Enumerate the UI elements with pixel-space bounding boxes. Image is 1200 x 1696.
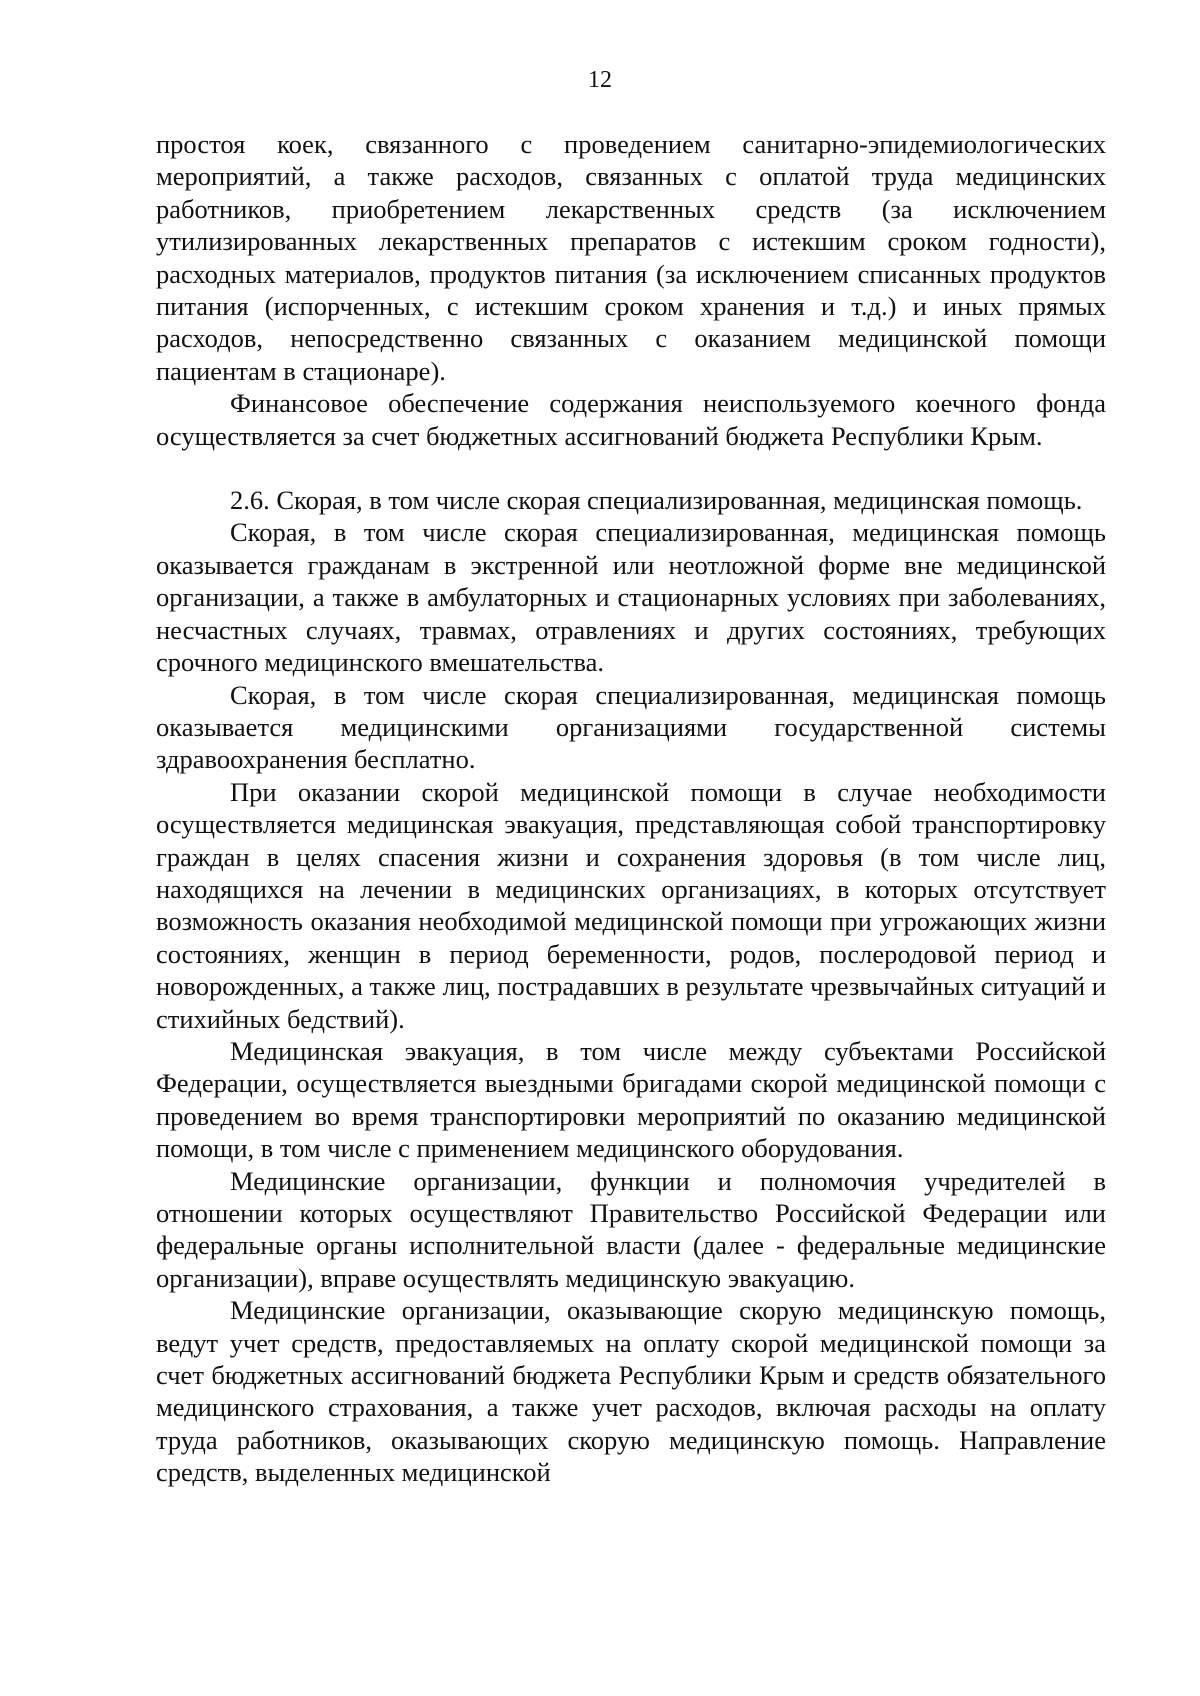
paragraph-medical-evacuation: При оказании скорой медицинской помощи в случае необходимости осуществляется медицинская эвакуация, представляющая собой транспортировку граждан в целях спасения жизни и сохранения здоровья (в том числе лиц, находящихся на лечении в медицинских организациях, в которых отсутствует возможность оказания необходимой медицинской помощи при угрожающих жизни состояниях, женщин в период беременности, родов, послеродовой период и новорожденных, а также лиц, пострадавших в результате чрезвычайных ситуаций и стихийных бедствий). [156,776,1106,1034]
paragraph-bed-downtime-costs: простоя коек, связанного с проведением санитарно-эпидемиологических мероприятий, а также расходов, связанных с оплатой труда медицинских работников, приобретением лекарственных средств (за исключением утилизированных лекарственных препаратов с истекшим сроком годности), расходных материалов, продуктов питания (за исключением списанных продуктов питания (испорченных, с истекшим сроком хранения и т.д.) и иных прямых расходов, непосредственно связанных с оказанием медицинской помощи пациентам в стационаре). [156,129,1106,386]
paragraph-unused-bed-funding: Финансовое обеспечение содержания неиспользуемого коечного фонда осуществляется за счет бюджетных ассигнований бюджета Республики Крым. [156,388,1106,451]
section-heading-2-6: 2.6. Скорая, в том числе скорая специализированная, медицинская помощь. [230,485,1083,516]
paragraph-evacuation-between-subjects: Медицинская эвакуация, в том числе между субъектами Российской Федерации, осуществляется выездными бригадами скорой медицинской помощи с проведением во время транспортировки мероприятий по оказанию медицинской помощи, в том числе с применением медицинского оборудования. [156,1035,1106,1164]
document-body [156,128,1106,1489]
paragraph-emergency-care-provision: Скорая, в том числе скорая специализированная, медицинская помощь оказывается гражданам в экстренной или неотложной форме вне медицинской организации, а также в амбулаторных и стационарных условиях при заболеваниях, несчастных случаях, травмах, отравлениях и других состояниях, требующих срочного медицинского вмешательства. [156,517,1106,678]
paragraph-emergency-care-free: Скорая, в том числе скорая специализированная, медицинская помощь оказывается медицинскими организациями государственной системы здравоохранения бесплатно. [156,679,1106,775]
paragraph-accounting-of-funds: Медицинские организации, оказывающие скорую медицинскую помощь, ведут учет средств, предоставляемых на оплату скорой медицинской помощи за счет бюджетных ассигнований бюджета Республики Крым и средств обязательного медицинского страхования, а также учет расходов, включая расходы на оплату труда работников, оказывающих скорую медицинскую помощь. Направление средств, выделенных медицинской [156,1295,1106,1488]
paragraph-federal-organizations: Медицинские организации, функции и полномочия учредителей в отношении которых осуществляют Правительство Российской Федерации или федеральные органы исполнительной власти (далее - федеральные медицинские организации), вправе осуществлять медицинскую эвакуацию. [156,1165,1106,1293]
page-number: 12 [588,67,612,93]
